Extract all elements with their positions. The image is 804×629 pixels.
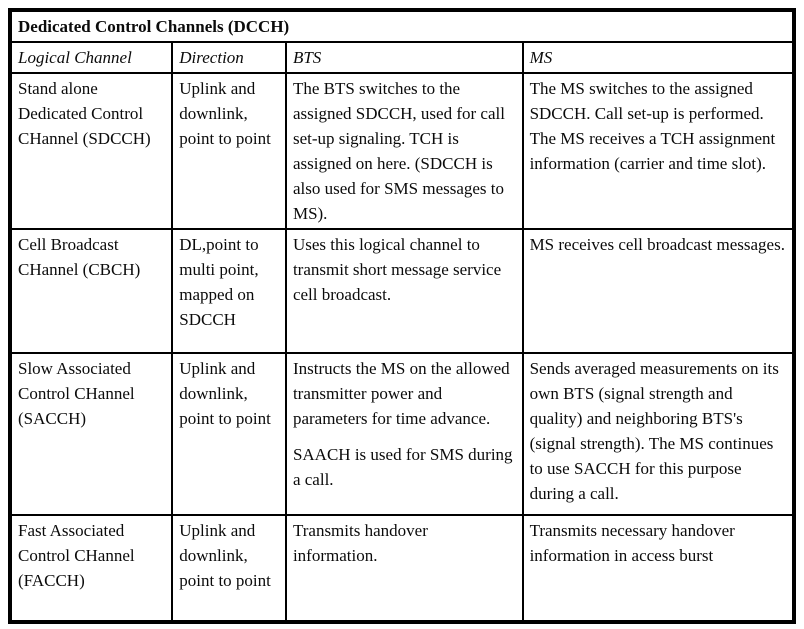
cell-channel-facch: Fast Associated Control CHannel (FACCH)	[10, 515, 172, 622]
dcch-table	[8, 8, 796, 624]
col-header-ms: MS	[523, 42, 794, 73]
cell-bts-cbch	[286, 229, 523, 353]
table-row-facch	[10, 515, 794, 622]
cell-direction-cbch: DL,point to multi point, mapped on SDCCH	[172, 229, 286, 353]
cell-bts-sdcch	[286, 73, 523, 229]
table-row-sdcch	[10, 73, 794, 229]
cell-ms-sdcch-paragraph: The MS switches to the assigned SDCCH. Call set-up is performed. The MS receives a TCH assignment information (carrier and time slot).	[529, 79, 776, 173]
cell-direction-facch: Uplink and downlink, point to point	[172, 515, 286, 622]
cell-bts-facch-paragraph: Transmits handover information.	[292, 521, 428, 565]
cell-bts-facch	[286, 515, 523, 622]
cell-ms-sdcch	[523, 73, 794, 229]
cell-bts-cbch-paragraph: Uses this logical channel to transmit short message service cell broadcast.	[292, 235, 502, 304]
cell-bts-sacch	[286, 353, 523, 515]
cell-bts-sacch-paragraph-2: SAACH is used for SMS during a call.	[292, 445, 513, 489]
cell-channel-sacch: Slow Associated Control CHannel (SACCH)	[10, 353, 172, 515]
cell-channel-cbch: Cell Broadcast CHannel (CBCH)	[10, 229, 172, 353]
table-row-sacch	[10, 353, 794, 515]
table-row-cbch	[10, 229, 794, 353]
col-header-logical-channel: Logical Channel	[10, 42, 172, 73]
cell-ms-sacch	[523, 353, 794, 515]
cell-bts-sacch-paragraph-1: Instructs the MS on the allowed transmitter power and parameters for time advance.	[292, 359, 510, 428]
cell-ms-facch-paragraph: Transmits necessary handover information in access burst	[529, 521, 735, 565]
table-header-row	[10, 42, 794, 73]
cell-ms-sacch-paragraph: Sends averaged measurements on its own BTS (signal strength and quality) and neighboring BTS's (signal strength). The MS continues to use SACCH for this purpose during a call.	[529, 359, 779, 503]
col-header-direction: Direction	[172, 42, 286, 73]
cell-bts-sdcch-paragraph: The BTS switches to the assigned SDCCH, used for call set-up signaling. TCH is assigned on here. (SDCCH is also used for SMS messages to MS).	[292, 79, 505, 223]
cell-ms-facch	[523, 515, 794, 622]
cell-direction-sdcch: Uplink and downlink, point to point	[172, 73, 286, 229]
table-title-row	[10, 10, 794, 42]
cell-direction-sacch: Uplink and downlink, point to point	[172, 353, 286, 515]
cell-ms-cbch-paragraph: MS receives cell broadcast messages.	[529, 235, 785, 254]
table-title: Dedicated Control Channels (DCCH)	[10, 10, 794, 42]
cell-ms-cbch	[523, 229, 794, 353]
col-header-bts: BTS	[286, 42, 523, 73]
cell-channel-sdcch: Stand alone Dedicated Control CHannel (SDCCH)	[10, 73, 172, 229]
